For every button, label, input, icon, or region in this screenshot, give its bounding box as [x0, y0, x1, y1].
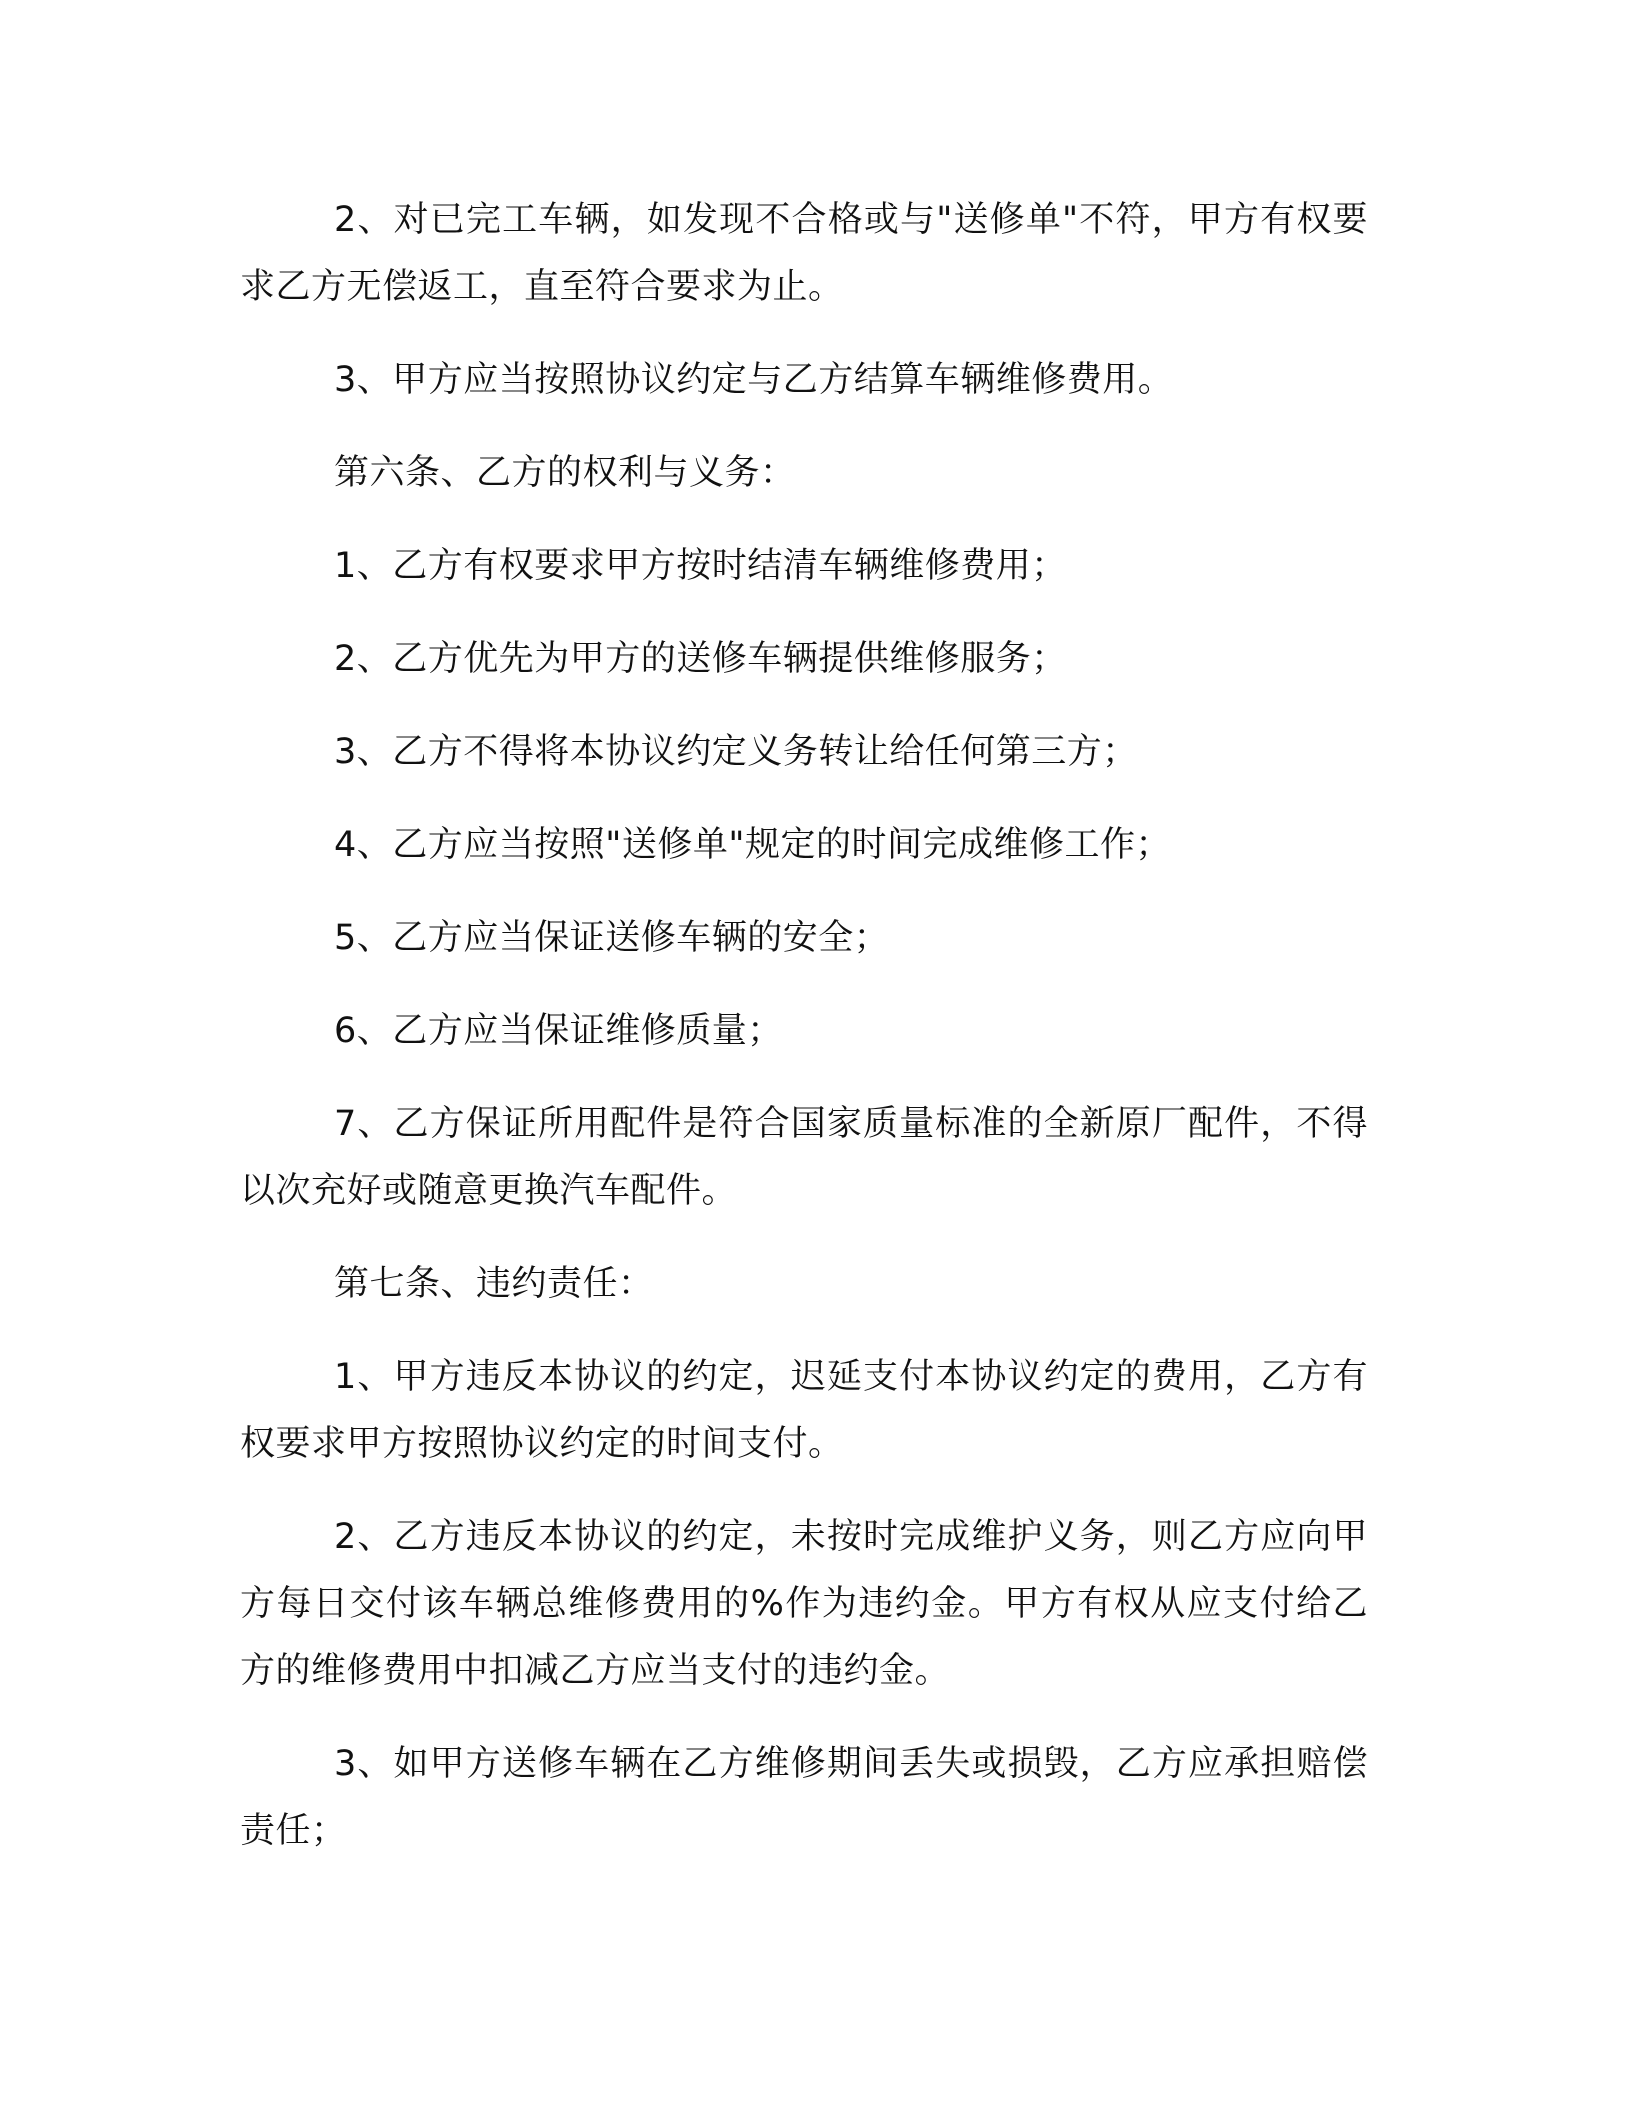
paragraph-yi-duty-2: 2、乙方优先为甲方的送修车辆提供维修服务； [334, 639, 1067, 679]
paragraph-yi-duty-4: 4、乙方应当按照"送修单"规定的时间完成维修工作； [334, 825, 1171, 865]
paragraph-liability-1: 1、甲方违反本协议的约定，迟延支付本协议约定的费用，乙方有权要求甲方按照协议约定的时间支付。 [240, 1357, 1368, 1464]
paragraph-jia-right-2: 2、对已完工车辆，如发现不合格或与"送修单"不符，甲方有权要求乙方无偿返工，直至符合要求为止。 [240, 200, 1368, 307]
article-7-heading: 第七条、违约责任： [334, 1264, 654, 1304]
paragraph-liability-3: 3、如甲方送修车辆在乙方维修期间丢失或损毁，乙方应承担赔偿责任； [240, 1744, 1368, 1851]
article-6-heading: 第六条、乙方的权利与义务： [334, 453, 796, 493]
document-body [240, 187, 1368, 1891]
paragraph-yi-duty-7: 7、乙方保证所用配件是符合国家质量标准的全新原厂配件，不得以次充好或随意更换汽车配件。 [240, 1104, 1368, 1211]
paragraph-yi-duty-5: 5、乙方应当保证送修车辆的安全； [334, 918, 890, 958]
paragraph-yi-duty-3: 3、乙方不得将本协议约定义务转让给任何第三方； [334, 732, 1138, 772]
paragraph-jia-right-3: 3、甲方应当按照协议约定与乙方结算车辆维修费用。 [334, 360, 1174, 400]
paragraph-yi-duty-6: 6、乙方应当保证维修质量； [334, 1011, 783, 1051]
paragraph-yi-duty-1: 1、乙方有权要求甲方按时结清车辆维修费用； [334, 546, 1067, 586]
paragraph-liability-2: 2、乙方违反本协议的约定，未按时完成维护义务，则乙方应向甲方每日交付该车辆总维修费用的%作为违约金。甲方有权从应支付给乙方的维修费用中扣减乙方应当支付的违约金。 [240, 1517, 1368, 1691]
